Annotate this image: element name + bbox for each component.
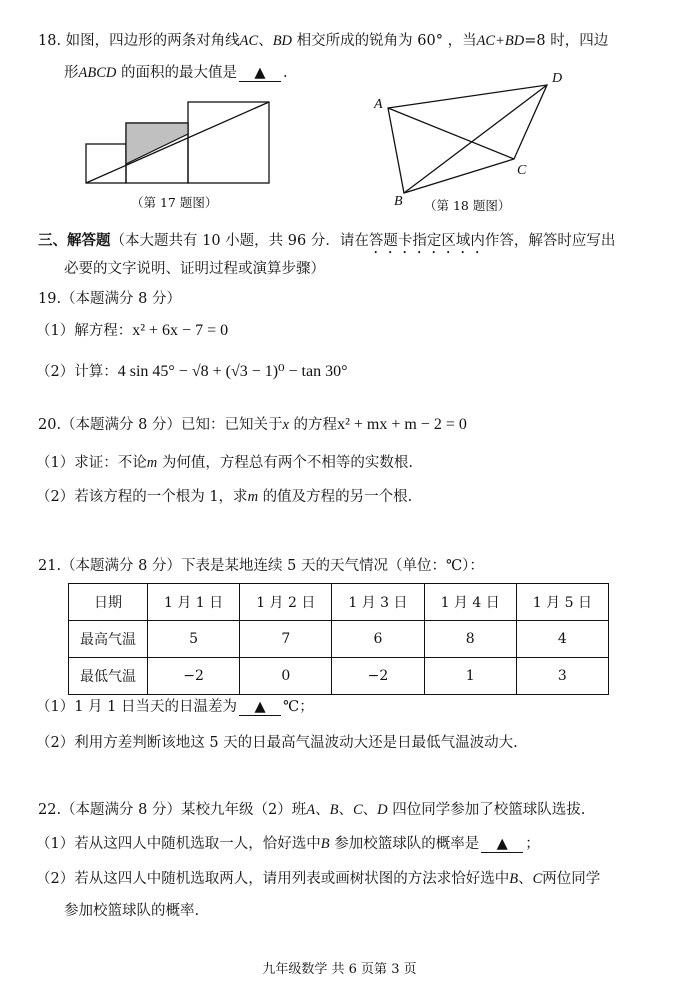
section3-heading: 三、解答题 [38,232,111,249]
q19-part1-equation: x² + 6x − 7 = 0 [132,322,229,339]
table-header-cell: 日期 [69,584,148,621]
q18-var-abcd: ABCD [78,65,117,81]
q22-part2-line2: 参加校篮球队的概率. [64,903,200,919]
table-cell: 3 [516,658,608,695]
q20-var-m: m [247,489,259,505]
q22-var-a: A [306,802,316,818]
q18-text: =8 时，四边 [524,33,609,49]
table-cell: −2 [148,658,240,695]
table-cell: 6 [332,621,424,658]
q21-part1 [36,697,314,717]
section3-intro: 作答，解答时应写出 [484,233,616,249]
q18-text: . [282,65,288,81]
table-row [69,658,609,695]
q20-part2-text: 的值及方程的另一个根. [258,489,413,505]
q21-part2: （2）利用方差判断该地这 5 天的日最高气温波动大还是日最低气温波动大. [36,735,518,751]
answer-triangle-mark: ▲ [254,699,266,715]
q22-separator: 、 [518,871,533,887]
q22-answer-blank [481,836,523,853]
table-row-label: 最高气温 [69,621,148,658]
q22-part2-text: （2）若从这四人中随机选取两人，请用列表或画树状图的方法求恰好选中 [36,871,510,887]
q18-text: 相交所成的锐角为 60° ，当 [292,33,477,49]
table-cell: 0 [240,658,332,695]
q18-text: 18. 如图，四边形的两条对角线 [38,33,240,49]
table-cell: −2 [332,658,424,695]
q21-title: 21.（本题满分 8 分）下表是某地连续 5 天的天气情况（单位：℃）： [38,558,484,574]
table-header-cell: 1 月 4 日 [424,584,516,621]
fig18-diagonal-ac [388,108,514,159]
table-row-label: 最低气温 [69,658,148,695]
q22-part1-text: 参加校篮球队的概率是 [329,836,480,852]
table-cell: 4 [516,621,608,658]
q19-part2-label: （2）计算： [36,364,118,380]
q18-var-ac: AC [239,33,259,49]
q19-part2-expression: 4 sin 45° − √8 + (√3 − 1)⁰ − tan 30° [117,363,348,380]
table-cell: 5 [148,621,240,658]
q22-separator: 、 [338,802,353,818]
q19-part1 [36,321,228,341]
table-header-cell: 1 月 5 日 [516,584,608,621]
q18-text: 的面积的最大值是 [116,65,237,81]
section3-intro-line2: 必要的文字说明、证明过程或演算步骤） [64,261,325,277]
fig17-caption: （第 17 题图） [131,195,218,210]
q20-part2 [36,487,412,507]
q22-part1-text: （1）若从这四人中随机选取一人，恰好选中 [36,836,321,852]
q22-var-b: B [329,802,339,818]
section3-heading-line [38,231,615,257]
q20-title [38,415,467,435]
q22-part1 [36,834,540,854]
q18-text: 形 [64,65,79,81]
section3-intro: （本大题共有 10 小题，共 96 分．请在 [110,233,369,249]
q22-separator: 、 [315,802,330,818]
q20-var-m: m [146,455,158,471]
answer-triangle-mark: ▲ [496,836,508,852]
q22-title-text: 22.（本题满分 8 分）某校九年级（2）班 [38,802,307,818]
q20-title-text: 的方程 [288,417,338,433]
q22-title [38,800,585,820]
q21-answer-blank [239,699,281,716]
q18-var-bd: BD [272,33,293,49]
q20-part1-text: （1）求证：不论 [36,455,147,471]
answer-triangle-mark: ▲ [254,65,266,81]
table-header-row [69,584,609,621]
q22-part1-text: ； [525,836,540,852]
table-header-cell: 1 月 1 日 [148,584,240,621]
q22-var-b: B [320,836,330,852]
table-header-cell: 1 月 2 日 [240,584,332,621]
page-footer: 九年级数学 共 6 页第 3 页 [262,962,417,977]
q22-var-b: B [509,871,519,887]
fig18-label-b: B [394,194,403,209]
table-header-cell: 1 月 3 日 [332,584,424,621]
q22-var-c: C [532,871,543,887]
fig18-label-d: D [552,71,563,86]
weather-table [68,583,609,695]
q20-title-text: 20.（本题满分 8 分）已知：已知关于 [38,417,283,433]
q19-part1-label: （1）解方程： [36,323,133,339]
q22-part2 [36,869,600,889]
q20-var-x: x [282,417,289,433]
table-row [69,621,609,658]
table-cell: 7 [240,621,332,658]
section3-intro-emphasis: 答题卡指定区域内 [368,233,485,249]
q20-part2-text: （2）若该方程的一个根为 1，求 [36,489,248,505]
q20-part1-text: 为何值，方程总有两个不相等的实数根. [157,455,413,471]
q21-part1-text: （1）1 月 1 日当天的日温差为 [36,699,238,715]
q22-part2-text: 两位同学 [542,871,601,887]
q21-part1-text: ℃； [283,699,314,715]
fig18-label-a: A [374,97,383,112]
q22-separator: 、 [362,802,378,818]
q20-part1 [36,453,413,473]
fig18-caption: （第 18 题图） [424,198,511,213]
q20-equation: x² + mx + m − 2 = 0 [337,416,467,433]
table-cell: 1 [424,658,516,695]
q22-var-d: D [377,802,388,818]
q22-title-text: 四位同学参加了校篮球队选拔. [387,802,586,818]
q22-var-c: C [352,802,363,818]
q18-var-sum: AC+BD [476,33,525,49]
fig18-label-c: C [517,163,527,178]
q18-text: 、 [258,33,273,49]
table-cell: 8 [424,621,516,658]
q19-part2 [36,362,347,382]
q19-title: 19.（本题满分 8 分） [38,291,182,307]
